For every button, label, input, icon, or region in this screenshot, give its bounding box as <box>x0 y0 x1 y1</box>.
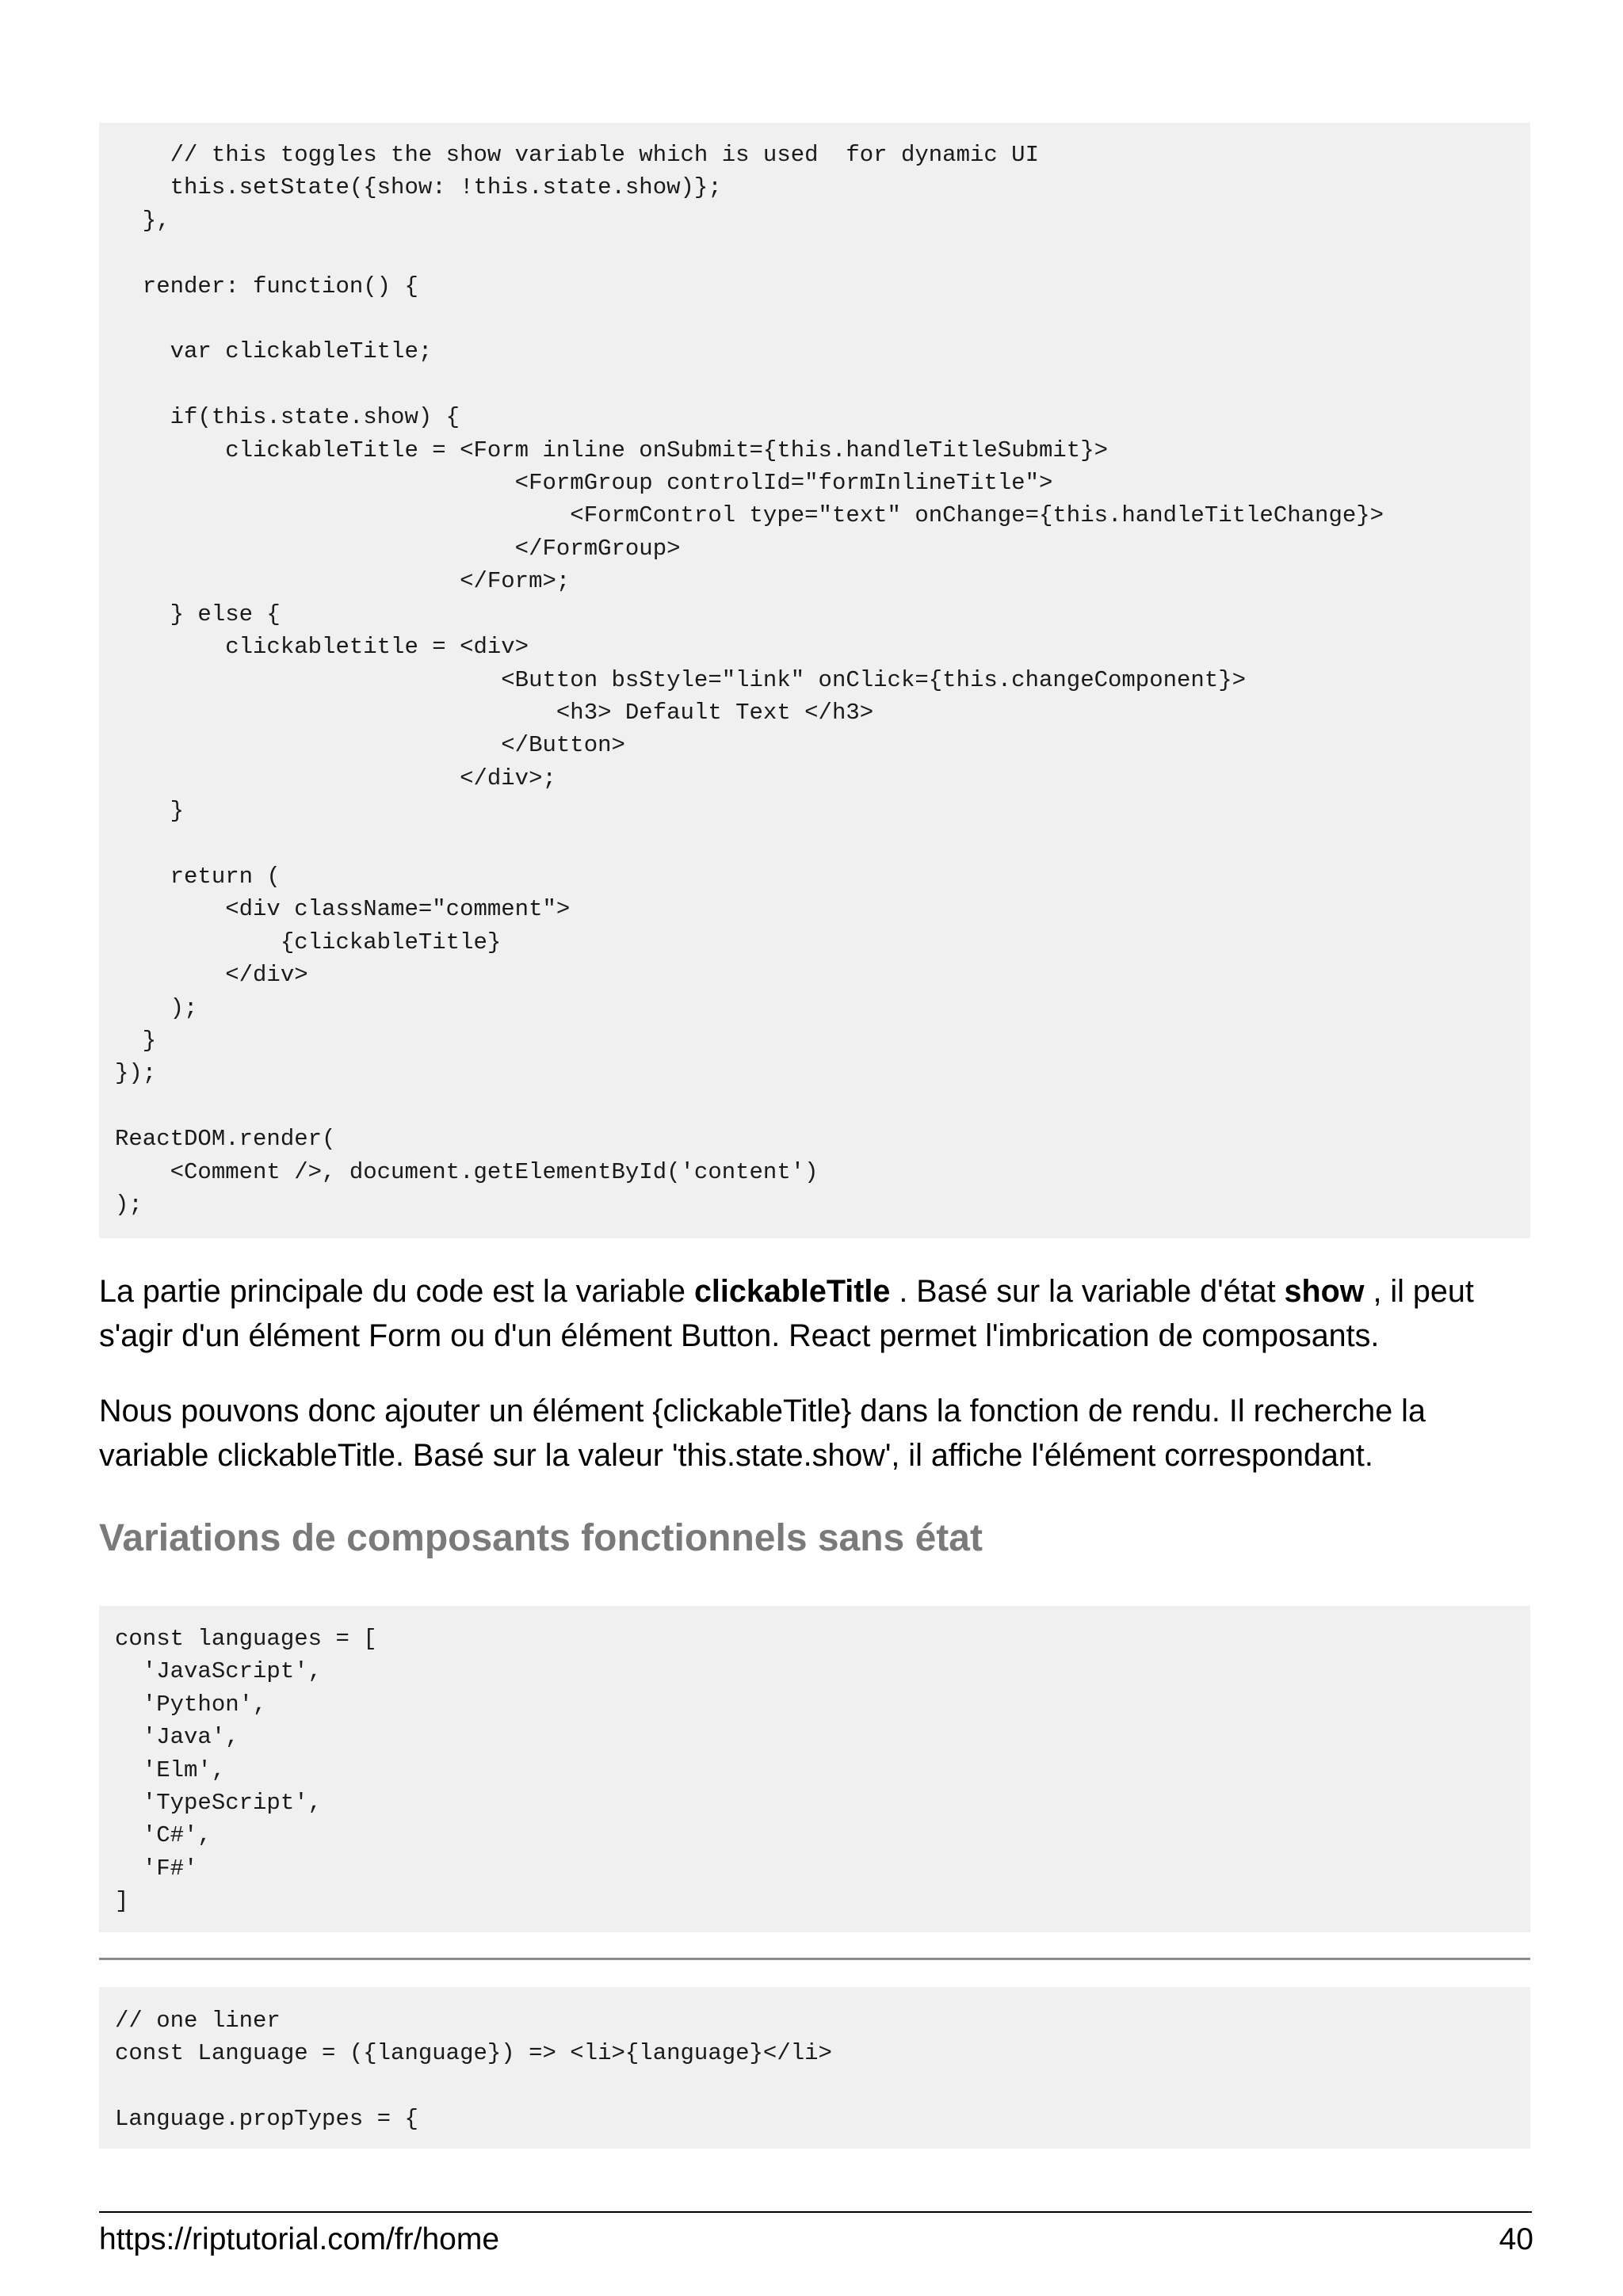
page-number: 40 <box>1499 2222 1533 2256</box>
paragraph-clickable-title <box>99 1269 1541 1358</box>
paragraph-text: . Basé sur la variable d'état <box>890 1274 1285 1309</box>
paragraph-render-function: Nous pouvons donc ajouter un élément {clickableTitle} dans la fonction de rendu. Il recherche la variable clickableTitle. Basé sur la valeur 'this.state.show', il affiche l'élément correspondant. <box>99 1394 1426 1473</box>
code-block-languages <box>99 1606 1530 1932</box>
footer-url: https://riptutorial.com/fr/home <box>99 2222 500 2256</box>
paragraph-text: , il peut s'agir d'un élément Form ou d'un élément Button. React permet l'imbrication de composants. <box>99 1274 1474 1353</box>
bold-term-show: show <box>1284 1274 1365 1309</box>
horizontal-divider <box>99 1958 1530 1960</box>
code-text: // one liner const Language = ({language}) => <li>{language}</li> Language.propTypes = { <box>115 2008 832 2133</box>
code-block-one-liner <box>99 1987 1530 2149</box>
footer-divider <box>99 2211 1532 2213</box>
section-heading: Variations de composants fonctionnels sans état <box>99 1517 983 1559</box>
code-text: // this toggles the show variable which is used for dynamic UI this.setState({show: !this.state.show)}; }, render: function() { var clickableTitle; if(this.state.show) { clickableTitle = <Form inline onSubmit={this.handleTitleSubmit}> <FormGroup controlId="formInlineTitle"> <FormControl type="text" onChange={this.handleTitleChange}> </FormGroup> </Form>; } else { clickabletitle = <div> <Button bsStyle="link" onClick={this.changeComponent}> <h3> Default Text </h3> </Button> </div>; } return ( <div className="comment"> {clickableTitle} </div> ); } }); ReactDOM.render( <Comment />, document.getElementById('content') ); <box>115 142 1384 1218</box>
paragraph-text: La partie principale du code est la variable <box>99 1274 694 1309</box>
bold-term-clickable-title: clickableTitle <box>693 1274 891 1309</box>
code-text: const languages = [ 'JavaScript', 'Python', 'Java', 'Elm', 'TypeScript', 'C#', 'F#' ] <box>115 1626 377 1915</box>
code-block-react-component <box>99 123 1530 1238</box>
